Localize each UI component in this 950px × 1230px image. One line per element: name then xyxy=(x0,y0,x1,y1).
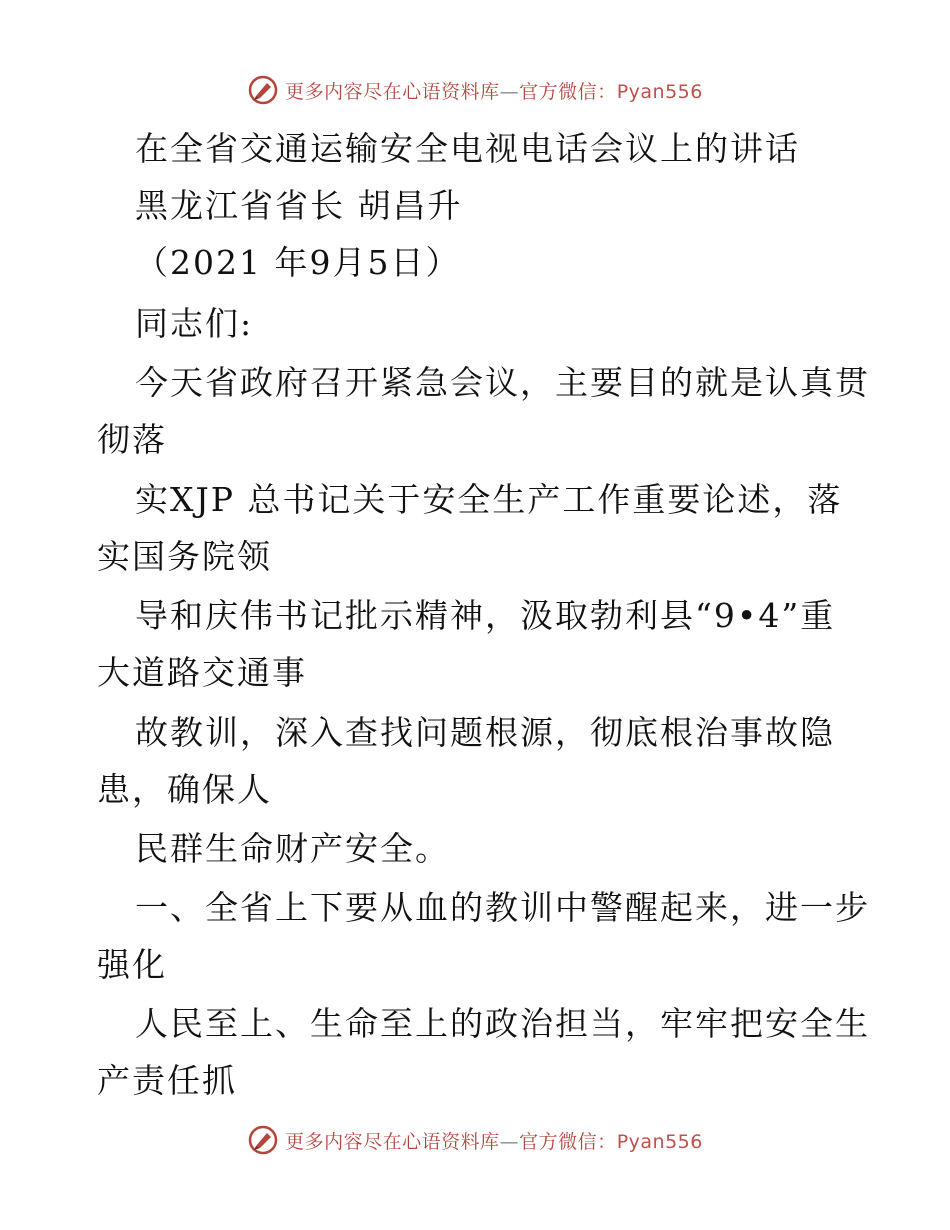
document-date: （2021 年9月5日） xyxy=(135,243,461,282)
banner-text xyxy=(285,1127,703,1154)
banner-account: Pyan556 xyxy=(616,80,703,103)
banner-separator: — xyxy=(499,1130,520,1153)
banner-content xyxy=(247,74,703,106)
banner-account: Pyan556 xyxy=(616,1130,703,1153)
paragraph-line: 人民至上、生命至上的政治担当，牢牢把安全生 xyxy=(135,1004,870,1043)
banner-contact: 官方微信： xyxy=(519,1130,617,1153)
salutation: 同志们: xyxy=(135,304,254,343)
section-heading-line: 一、全省上下要从血的教训中警醒起来，进一步 xyxy=(135,888,870,927)
banner-content xyxy=(247,1124,703,1156)
paragraph-line: 今天省政府召开紧急会议，主要目的就是认真贯 xyxy=(135,363,870,402)
paragraph-line: 大道路交通事 xyxy=(97,653,307,692)
paragraph-line: 故教训，深入查找问题根源，彻底根治事故隐 xyxy=(135,713,835,752)
paragraph-line: 彻落 xyxy=(97,420,167,459)
paragraph-line: 患，确保人 xyxy=(97,770,272,809)
document-title: 在全省交通运输安全电视电话会议上的讲话 xyxy=(135,129,800,168)
banner-contact: 官方微信： xyxy=(519,80,617,103)
header-banner xyxy=(0,70,950,110)
paragraph-line: 实国务院领 xyxy=(97,537,272,576)
banner-separator: — xyxy=(499,80,520,103)
banner-text xyxy=(285,77,703,104)
banner-site: 更多内容尽在心语资料库 xyxy=(285,1130,500,1153)
pen-logo-icon xyxy=(247,74,279,106)
document-author: 黑龙江省省长 胡昌升 xyxy=(135,186,463,225)
paragraph-line: 产责任抓 xyxy=(97,1061,237,1100)
pen-logo-icon xyxy=(247,1124,279,1156)
banner-site: 更多内容尽在心语资料库 xyxy=(285,80,500,103)
footer-banner xyxy=(0,1120,950,1160)
paragraph-line: 导和庆伟书记批示精神，汲取勃利县“9•4”重 xyxy=(135,596,836,635)
paragraph-line: 实XJP 总书记关于安全生产工作重要论述，落 xyxy=(135,480,843,519)
section-heading-line: 强化 xyxy=(97,945,167,984)
paragraph-line: 民群生命财产安全。 xyxy=(135,829,450,868)
